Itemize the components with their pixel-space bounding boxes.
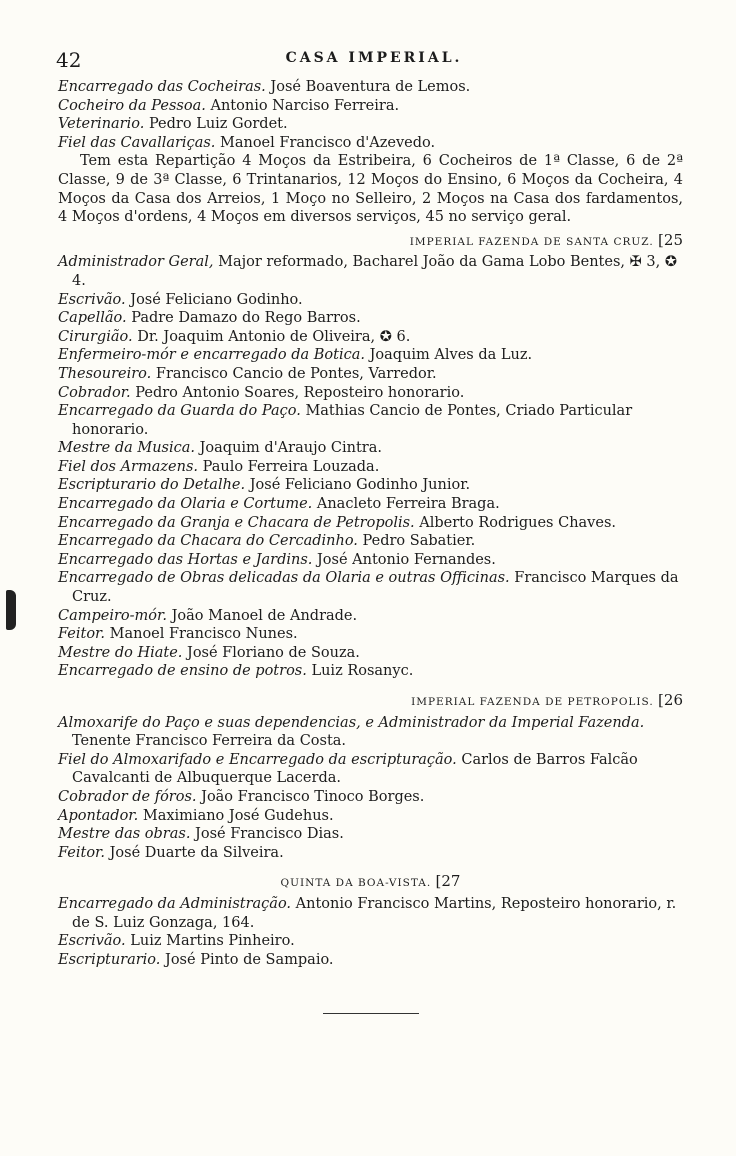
role-label: Thesoureiro. [58, 365, 152, 382]
petropolis-list [58, 714, 683, 863]
person-name: Tenente Francisco Ferreira da Costa. [72, 733, 347, 750]
boa-vista-list [58, 895, 683, 969]
role-label: Enfermeiro-mór e encarregado da Botica. [58, 347, 365, 364]
role-label: Mestre das obras. [58, 826, 191, 843]
list-item [58, 644, 683, 663]
role-label: Fiel do Almoxarifado e Encarregado da escripturação. [58, 751, 457, 768]
role-label: Feitor. [58, 626, 105, 643]
role-label: Encarregado da Chacara do Cercadinho. [58, 533, 358, 550]
role-label: Encarregado de ensino de potros. [58, 663, 307, 680]
page-header [56, 48, 692, 74]
list-item [58, 714, 683, 751]
list-item [58, 495, 683, 514]
person-name: Francisco Cancio de Pontes, Varredor. [155, 365, 437, 382]
running-title: CASA IMPERIAL. [285, 50, 463, 66]
list-item [58, 932, 683, 951]
list-item [58, 788, 683, 807]
section-title: QUINTA DA BOA-VISTA. [280, 877, 432, 890]
role-label: Campeiro-mór. [58, 607, 167, 624]
role-label: Cirurgião. [58, 328, 133, 345]
person-name: Paulo Ferreira Louzada. [202, 458, 380, 475]
list-item [58, 607, 683, 626]
person-name: Antonio Narciso Ferreira. [210, 97, 400, 114]
person-name: José Pinto de Sampaio. [165, 951, 334, 968]
person-name: Dr. Joaquim Antonio de Oliveira, ✪ 6. [137, 328, 411, 345]
person-name: José Antonio Fernandes. [316, 551, 496, 568]
list-item [58, 895, 683, 932]
list-item [58, 78, 683, 97]
person-name: Maximiano José Gudehus. [142, 807, 334, 824]
person-name: Francisco Marques da Cruz. [72, 570, 679, 606]
person-name: Joaquim d'Araujo Cintra. [199, 440, 382, 457]
section-title: IMPERIAL FAZENDA DE PETROPOLIS. [411, 696, 654, 708]
person-name: Joaquim Alves da Luz. [369, 347, 533, 364]
person-name: Mathias Cancio de Pontes, Criado Particular honorario. [72, 403, 633, 438]
role-label: Veterinario. [58, 116, 145, 133]
section-heading-petropolis [58, 691, 683, 712]
page-body [58, 78, 683, 1014]
person-name: Major reformado, Bacharel João da Gama Lobo Bentes, ✠ 3, ✪ 4. [72, 254, 677, 289]
person-name: Anacleto Ferreira Braga. [316, 496, 500, 513]
list-item [58, 328, 683, 347]
list-item [58, 662, 683, 681]
person-name: José Feliciano Godinho Junior. [249, 477, 471, 494]
list-item [58, 365, 683, 384]
person-name: Pedro Antonio Soares, Reposteiro honorario. [135, 384, 465, 401]
role-label: Almoxarife do Paço e suas dependencias, e Administrador da Imperial Fazenda. [58, 714, 645, 731]
list-item [58, 825, 683, 844]
person-name: Luiz Martins Pinheiro. [130, 933, 295, 950]
list-item [58, 253, 683, 290]
section-number: [25 [658, 230, 683, 249]
list-item [58, 807, 683, 826]
list-item [58, 291, 683, 310]
role-label: Escrivão. [58, 933, 126, 950]
role-label: Encarregado da Olaria e Cortume. [58, 496, 313, 513]
person-name: José Francisco Dias. [195, 826, 344, 843]
person-name: João Manoel de Andrade. [171, 607, 358, 624]
role-label: Escripturario do Detalhe. [58, 477, 246, 494]
closing-rule [323, 1013, 419, 1014]
list-item [58, 115, 683, 134]
person-name: Padre Damazo do Rego Barros. [131, 310, 361, 327]
person-name: João Francisco Tinoco Borges. [201, 788, 425, 805]
list-item [58, 569, 683, 606]
person-name: Alberto Rodrigues Chaves. [419, 514, 617, 531]
role-label: Encarregado das Hortas e Jardins. [58, 551, 313, 568]
list-item [58, 439, 683, 458]
role-label: Apontador. [58, 807, 139, 824]
role-label: Fiel dos Armazens. [58, 458, 198, 475]
cocheiras-list [58, 78, 683, 152]
list-item [58, 625, 683, 644]
list-item [58, 134, 683, 153]
santa-cruz-list [58, 253, 683, 681]
role-label: Escrivão. [58, 291, 126, 308]
role-label: Encarregado de Obras delicadas da Olaria e outras Officinas. [58, 570, 510, 587]
summary-paragraph: Tem esta Repartição 4 Moços da Estribeira, 6 Cocheiros de 1ª Classe, 6 de 2ª Classe, 9 de 3ª Classe, 6 Trintanarios, 12 Moços do Ensino, 6 Moços da Cocheira, 4 Moços da Casa dos Arreios, 1 Moço no Selleiro, 2 Moços na Casa dos fardamentos, 4 Moços d'ordens, 4 Moços em diversos serviços, 45 no serviço geral. [58, 153, 683, 226]
role-label: Feitor. [58, 844, 105, 861]
person-name: José Boaventura de Lemos. [270, 79, 471, 95]
role-label: Encarregado da Granja e Chacara de Petropolis. [58, 514, 415, 531]
role-label: Mestre da Musica. [58, 440, 195, 457]
role-label: Capellão. [58, 310, 127, 327]
role-label: Cobrador. [58, 384, 131, 401]
person-name: Luiz Rosanyc. [311, 663, 414, 680]
person-name: Carlos de Barros Falcão Cavalcanti de Albuquerque Lacerda. [72, 751, 638, 787]
person-name: Pedro Sabatier. [362, 533, 476, 550]
role-label: Encarregado das Cocheiras. [58, 79, 266, 95]
role-label: Cocheiro da Pessoa. [58, 97, 206, 114]
page-number: 42 [56, 48, 82, 72]
role-label: Encarregado da Guarda do Paço. [58, 403, 301, 420]
list-item [58, 844, 683, 863]
role-label: Cobrador de fóros. [58, 788, 197, 805]
section-title: IMPERIAL FAZENDA DE SANTA CRUZ. [409, 235, 654, 248]
role-label: Administrador Geral, [58, 254, 214, 271]
person-name: Manoel Francisco d'Azevedo. [220, 134, 436, 151]
role-label: Mestre do Hiate. [58, 644, 183, 661]
list-item [58, 532, 683, 551]
list-item [58, 514, 683, 533]
list-item [58, 346, 683, 365]
person-name: José Feliciano Godinho. [130, 291, 303, 308]
person-name: Pedro Luiz Gordet. [148, 116, 288, 133]
person-name: Antonio Francisco Martins, Reposteiro honorario, r. de S. Luiz Gonzaga, 164. [72, 895, 677, 931]
role-label: Fiel das Cavallariças. [58, 134, 216, 151]
role-label: Escripturario. [58, 951, 161, 968]
list-item [58, 309, 683, 328]
list-item [58, 951, 683, 970]
person-name: José Floriano de Souza. [187, 644, 360, 661]
list-item [58, 384, 683, 403]
role-label: Encarregado da Administração. [58, 895, 292, 912]
list-item [58, 551, 683, 570]
person-name: José Duarte da Silveira. [109, 844, 284, 861]
section-heading-santa-cruz [58, 231, 683, 252]
margin-ink-mark [6, 590, 16, 630]
section-number: [26 [658, 691, 683, 709]
section-number: [27 [435, 872, 461, 891]
list-item [58, 402, 683, 439]
list-item [58, 751, 683, 788]
list-item [58, 97, 683, 116]
person-name: Manoel Francisco Nunes. [109, 626, 298, 643]
list-item [58, 458, 683, 477]
list-item [58, 476, 683, 495]
section-heading-boa-vista [58, 872, 683, 893]
